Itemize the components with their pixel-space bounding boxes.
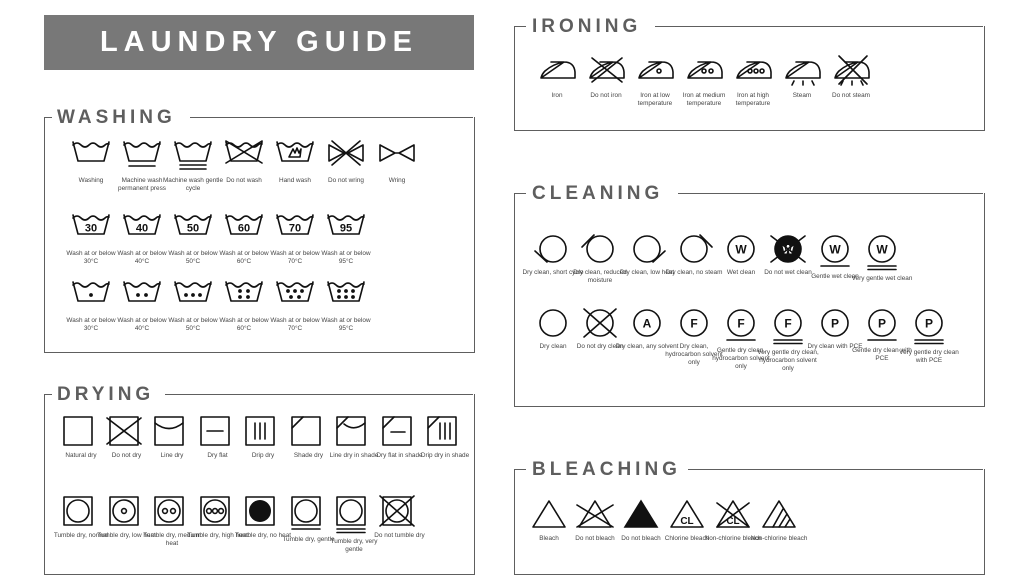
washing-symbol-label: Wash at or below 70°C bbox=[270, 250, 320, 265]
circle-reduced-moisture-icon bbox=[580, 231, 620, 265]
washing-symbol-item bbox=[316, 279, 376, 333]
drying-symbol-label: Line dry bbox=[160, 452, 184, 459]
circle-letter-bar-icon bbox=[815, 231, 855, 269]
bleaching-grid bbox=[515, 469, 984, 574]
cleaning-symbol-label: Dry clean, hydrocarbon solvent only bbox=[665, 343, 723, 366]
drying-symbol-label: Tumble dry, gentle bbox=[282, 536, 335, 543]
tub-crossed-icon bbox=[224, 139, 264, 173]
tub-dots-icon bbox=[224, 279, 264, 313]
drying-symbol-label: Do not dry bbox=[111, 452, 142, 459]
tub-temp-icon bbox=[71, 212, 111, 246]
bleaching-symbol-item bbox=[749, 497, 809, 543]
tumble-very-gentle-icon bbox=[334, 494, 374, 534]
drying-symbol-label: Tumble dry, very gentle bbox=[330, 538, 378, 553]
washing-symbol-label: Wring bbox=[388, 177, 406, 184]
drying-symbol-label: Tumble dry, low heat bbox=[97, 532, 156, 539]
tumble-crossed-icon bbox=[380, 494, 420, 528]
drying-symbol-label: Natural dry bbox=[65, 452, 97, 459]
washing-symbol-item bbox=[316, 212, 376, 266]
tub-hand-icon bbox=[275, 139, 315, 173]
svg-text:CL: CL bbox=[680, 516, 694, 527]
tub-temp-icon bbox=[275, 212, 315, 246]
title-banner bbox=[44, 15, 474, 70]
svg-text:W: W bbox=[735, 242, 747, 257]
cleaning-symbol-label: Dry clean, any solvent bbox=[615, 343, 679, 350]
cleaning-symbol-label: Do not dry clean bbox=[576, 343, 624, 350]
iron-dot2-icon bbox=[684, 54, 724, 88]
washing-symbol-item bbox=[367, 139, 427, 185]
circle-filled-crossed-icon bbox=[768, 231, 808, 265]
triangle-crossed-icon bbox=[575, 497, 615, 531]
bleaching-symbol-label: Bleach bbox=[539, 535, 559, 542]
washing-symbol-label: Wash at or below 30°C bbox=[66, 317, 116, 332]
ironing-symbol-label: Steam bbox=[792, 92, 812, 99]
tub-temp-icon bbox=[173, 212, 213, 246]
iron-dot1-icon bbox=[635, 54, 675, 88]
drying-symbol-item bbox=[415, 414, 475, 460]
bleaching-section bbox=[514, 469, 985, 575]
ironing-symbol-label: Do not iron bbox=[590, 92, 622, 99]
tub-two-bars-icon bbox=[173, 139, 213, 173]
tub-dots-icon bbox=[71, 279, 111, 313]
cleaning-symbol-label: Gentle dry clean with PCE bbox=[852, 347, 912, 362]
circle-low-heat-icon bbox=[627, 231, 667, 265]
shade-dry-icon bbox=[289, 414, 329, 448]
svg-text:70: 70 bbox=[288, 222, 302, 235]
drying-symbol-label: Tumble dry, normal bbox=[53, 532, 109, 539]
circle-letter-bar-icon bbox=[721, 305, 761, 343]
tub-one-bar-icon bbox=[122, 139, 162, 173]
ironing-symbol-label: Do not steam bbox=[831, 92, 870, 99]
circle-crossed-icon bbox=[580, 305, 620, 339]
tub-dots-icon bbox=[275, 279, 315, 313]
ironing-symbol-label: Iron at low temperature bbox=[637, 92, 673, 107]
washing-symbol-label: Machine wash gentle cycle bbox=[162, 177, 224, 192]
triangle-icon bbox=[529, 497, 569, 531]
square-crossed-icon bbox=[107, 414, 147, 448]
svg-text:W: W bbox=[876, 242, 888, 257]
svg-text:50: 50 bbox=[186, 222, 200, 235]
drying-title: DRYING bbox=[57, 385, 166, 404]
ironing-section bbox=[514, 26, 985, 131]
circle-letter-two-bars-icon bbox=[862, 231, 902, 271]
tumble-dot2-icon bbox=[152, 494, 192, 528]
tub-icon bbox=[71, 139, 111, 173]
tumble-dot3-icon bbox=[198, 494, 238, 528]
cleaning-symbol-label: Wet clean bbox=[726, 269, 756, 276]
circle-short-cycle-icon bbox=[533, 231, 573, 265]
drying-symbol-label: Dry flat in shade bbox=[376, 452, 423, 459]
ironing-grid bbox=[515, 26, 984, 130]
cleaning-symbol-label: Dry clean bbox=[539, 343, 567, 350]
iron-crossed-icon bbox=[586, 54, 626, 88]
svg-text:A: A bbox=[642, 316, 652, 331]
bleaching-symbol-label: Do not bleach bbox=[621, 535, 661, 542]
cleaning-grid bbox=[515, 193, 984, 406]
drying-symbol-label: Shade dry bbox=[293, 452, 324, 459]
tumble-dot1-icon bbox=[107, 494, 147, 528]
svg-text:P: P bbox=[830, 316, 840, 331]
wring-crossed-icon bbox=[326, 139, 366, 173]
svg-text:W: W bbox=[782, 242, 794, 257]
circle-letter-icon bbox=[674, 305, 714, 339]
tub-temp-icon bbox=[326, 212, 366, 246]
washing-symbol-label: Wash at or below 60°C bbox=[219, 317, 269, 332]
drip-dry-shade-icon bbox=[425, 414, 465, 448]
dry-flat-shade-icon bbox=[380, 414, 420, 448]
circle-letter-icon bbox=[815, 305, 855, 339]
svg-text:40: 40 bbox=[135, 222, 149, 235]
drying-symbol-label: Drip dry bbox=[251, 452, 275, 459]
cleaning-symbol-label: Dry clean, no steam bbox=[665, 269, 723, 276]
washing-symbol-label: Machine wash permanent press bbox=[118, 177, 166, 192]
cleaning-symbol-label: Dry clean, reduced moisture bbox=[573, 269, 627, 284]
svg-text:30: 30 bbox=[84, 222, 98, 235]
circle-letter-bar-icon bbox=[862, 305, 902, 343]
drying-symbol-label: Tumble dry, high heat bbox=[186, 532, 249, 539]
ironing-symbol-label: Iron bbox=[551, 92, 563, 99]
ironing-title: IRONING bbox=[532, 17, 653, 36]
tumble-icon bbox=[61, 494, 101, 528]
washing-symbol-label: Do not wring bbox=[328, 177, 364, 184]
cleaning-symbol-item bbox=[899, 305, 959, 365]
bleaching-title: BLEACHING bbox=[532, 460, 693, 479]
washing-symbol-label: Wash at or below 60°C bbox=[219, 250, 269, 265]
svg-text:60: 60 bbox=[237, 222, 251, 235]
circle-letter-two-bars-icon bbox=[909, 305, 949, 345]
svg-text:P: P bbox=[924, 316, 934, 331]
drying-symbol-label: Tumble dry, no heat bbox=[234, 532, 292, 539]
iron-steam-icon bbox=[782, 54, 822, 88]
cleaning-symbol-label: Very gentle dry clean, hydrocarbon solvent only bbox=[757, 349, 819, 372]
line-dry-icon bbox=[152, 414, 192, 448]
tub-temp-icon bbox=[122, 212, 162, 246]
bleaching-symbol-label: Non-chlorine bleach bbox=[750, 535, 808, 542]
iron-steam-crossed-icon bbox=[831, 54, 871, 88]
tub-dots-icon bbox=[122, 279, 162, 313]
line-dry-shade-icon bbox=[334, 414, 374, 448]
washing-symbol-label: Wash at or below 50°C bbox=[168, 250, 218, 265]
bleaching-symbol-label: Chlorine bleach bbox=[664, 535, 710, 542]
cleaning-symbol-label: Do not wet clean bbox=[764, 269, 812, 276]
circle-icon bbox=[533, 305, 573, 339]
ironing-symbol-label: Iron at medium temperature bbox=[682, 92, 726, 107]
triangle-letters-crossed-icon bbox=[713, 497, 753, 531]
cleaning-section bbox=[514, 193, 985, 407]
washing-section bbox=[44, 117, 475, 353]
square-icon bbox=[61, 414, 101, 448]
drying-grid bbox=[45, 394, 474, 574]
iron-icon bbox=[537, 54, 577, 88]
svg-text:CL: CL bbox=[726, 516, 740, 527]
page-title: LAUNDRY GUIDE bbox=[99, 26, 419, 58]
wring-icon bbox=[377, 139, 417, 173]
washing-symbol-label: Wash at or below 30°C bbox=[66, 250, 116, 265]
washing-symbol-label: Wash at or below 70°C bbox=[270, 317, 320, 332]
washing-symbol-label: Do not wash bbox=[226, 177, 262, 184]
drying-symbol-item bbox=[370, 494, 430, 540]
drying-symbol-label: Line dry in shade bbox=[329, 452, 379, 459]
triangle-letters-icon bbox=[667, 497, 707, 531]
washing-grid bbox=[45, 117, 474, 352]
tumble-gentle-icon bbox=[289, 494, 329, 532]
triangle-filled-icon bbox=[621, 497, 661, 531]
drying-symbol-label: Do not tumble dry bbox=[374, 532, 425, 539]
cleaning-symbol-label: Very gentle dry clean with PCE bbox=[899, 349, 959, 364]
bleaching-symbol-label: Do not bleach bbox=[575, 535, 615, 542]
drying-symbol-label: Drip dry in shade bbox=[420, 452, 470, 459]
washing-title: WASHING bbox=[57, 108, 188, 127]
drying-section bbox=[44, 394, 475, 575]
ironing-symbol-label: Iron at high temperature bbox=[735, 92, 771, 107]
washing-symbol-label: Hand wash bbox=[279, 177, 311, 184]
drying-symbol-label: Dry flat bbox=[207, 452, 228, 459]
svg-text:F: F bbox=[690, 316, 698, 331]
washing-symbol-label: Wash at or below 40°C bbox=[117, 250, 167, 265]
cleaning-symbol-label: Very gentle wet clean bbox=[851, 275, 913, 282]
svg-text:W: W bbox=[829, 242, 841, 257]
svg-text:P: P bbox=[877, 316, 887, 331]
washing-symbol-label: Wash at or below 95°C bbox=[321, 317, 371, 332]
drying-symbol-label: Tumble dry, medium heat bbox=[143, 532, 201, 547]
circle-letter-icon bbox=[627, 305, 667, 339]
circle-no-steam-icon bbox=[674, 231, 714, 265]
cleaning-symbol-label: Dry clean, low heat bbox=[619, 269, 675, 276]
iron-dot3-icon bbox=[733, 54, 773, 88]
tub-temp-icon bbox=[224, 212, 264, 246]
svg-text:F: F bbox=[784, 316, 792, 331]
triangle-striped-icon bbox=[759, 497, 799, 531]
dry-flat-icon bbox=[198, 414, 238, 448]
tub-dots-icon bbox=[173, 279, 213, 313]
tumble-filled-icon bbox=[243, 494, 283, 528]
washing-symbol-label: Wash at or below 95°C bbox=[321, 250, 371, 265]
cleaning-symbol-label: Dry clean with PCE bbox=[807, 343, 863, 350]
washing-symbol-label: Wash at or below 50°C bbox=[168, 317, 218, 332]
cleaning-symbol-label: Gentle dry clean, hydrocarbon solvent only bbox=[712, 347, 770, 370]
circle-letter-icon bbox=[721, 231, 761, 265]
cleaning-symbol-item bbox=[852, 231, 912, 283]
ironing-symbol-item bbox=[821, 54, 881, 100]
cleaning-symbol-label: Gentle wet clean bbox=[811, 273, 859, 280]
circle-letter-two-bars-icon bbox=[768, 305, 808, 345]
bleaching-symbol-label: Non-chlorine bleach bbox=[704, 535, 762, 542]
drip-dry-icon bbox=[243, 414, 283, 448]
washing-symbol-label: Wash at or below 40°C bbox=[117, 317, 167, 332]
cleaning-symbol-label: Dry clean, short cycle bbox=[522, 269, 584, 276]
tub-dots-icon bbox=[326, 279, 366, 313]
washing-symbol-label: Washing bbox=[78, 177, 104, 184]
cleaning-title: CLEANING bbox=[532, 184, 675, 203]
svg-text:F: F bbox=[737, 316, 745, 331]
svg-text:95: 95 bbox=[339, 222, 353, 235]
